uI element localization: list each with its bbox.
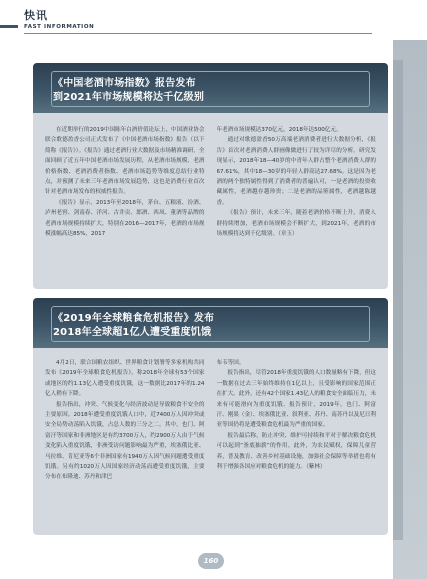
article-title-line-2: 2018年全球超1亿人遭受重度饥饿 — [53, 327, 212, 338]
article-title-banner — [33, 298, 388, 348]
article-column-right — [217, 125, 377, 283]
article-card-food-crisis — [33, 298, 388, 535]
article-title-line-1: 《2019年全球粮食危机报告》发布 — [53, 313, 215, 324]
paragraph: 报告指出，尽管2018年重度饥饿的人口数量略有下降，但这一数据在过去三年始终维持在1亿以上，且受影响的国家范围正在扩大。此外，还有42个国家1.43亿人的粮食安全面临压力，未来有可能滑向为重度饥饿。报告预计，2019年，也门、阿富汗、刚果（金）、埃塞俄比亚、叙利亚、苏丹、南苏丹以及尼日利亚等国仍将是遭受粮食危机最为严重的国家。 — [216, 370, 376, 429]
paragraph: 报告指出，冲突、气候变化与经济波动是导致粮食不安全的主要原因。2018年遭受重度饥饿人口中，近7400万人因冲突或安全局势动荡陷入饥饿，占总人数的三分之二。其中，也门、阿富汗等国家和非洲地区是有约3700万人，约2900万人由于气候变化陷入重度饥饿，非洲受访问题影响最为严重，埃塞俄比亚、马拉维、肯尼亚等6个非洲国家有1940万人因气候问题遭受重度饥饿。另有约1020万人因国家经济动荡而遭受重度饥饿，主要分布在布隆迪、苏丹和津巴 — [45, 401, 205, 481]
article-body — [45, 125, 376, 283]
section-title: 快讯 — [24, 9, 48, 22]
right-decorative-shadow — [393, 60, 403, 540]
paragraph: 《报告》显示，2013年至2018年，茅台、五粮液、汾酒、泸州老窖、剑南春、洋河、古井贡、郎酒、西凤、董酒等品牌的老酒市场规模持续扩大，特别在2016—2017年，老酒的市场规模涨幅高达85%，2017 — [45, 199, 205, 238]
paragraph: 4月2日，联合国粮农组织、世界粮食计划署等多家机构共同发布《2019年全球粮食危机报告》，称2018年全球有53个国家或地区的约1.13亿人遭受重度饥饿，这一数据比2017年的1.24亿人稍有下降。 — [45, 360, 205, 398]
paragraph: 《报告》预计，未来三年，随着老酒价格不断上升，消费人群持续增加，老酒市场规模会不断扩大，到2021年，老酒的市场规模将达到千亿级别。（章玉） — [216, 210, 376, 238]
section-subtitle: FAST INFORMATION — [24, 24, 95, 30]
paragraph: 通过对歌德盈香50万高端老酒消费者进行大数据分析，《报告》首次对老酒消费人群画像做进行了较为详尽的分析。研究发现显示，2018年18—40岁的中青年人群占整个老酒消费人群的67.61%，其中18—30岁的年轻人群高达27.68%。这是因为老酒的两个独特属性得到了消费者的普遍认可，一是老酒的投资收藏属性，老酒越存越珍贵；二是老酒的品鉴属性，老酒越陈越香。 — [216, 137, 376, 206]
article-column-left — [45, 125, 205, 283]
paragraph: 报告最后称，防止冲突、维护可持续和平对于解决粮食危机可以起到“釜底抽薪”的作用。此外，为农民赋权，保障儿童营养，普及教育、改善乡村基础设施，加强社会保障等举措也将有利于增强各国应对粮食危机的能力。（紫林） — [216, 432, 376, 471]
paragraph: 年老酒市场规模达370亿元，2018年达500亿元。 — [216, 127, 342, 133]
article-title-line-2: 到2021年市场规模将达千亿级别 — [53, 92, 205, 103]
article-body — [45, 358, 376, 528]
header-accent-tab — [0, 25, 18, 28]
paragraph: 布韦等国。 — [216, 360, 245, 366]
section-header — [24, 10, 94, 31]
article-card-liquor — [33, 63, 388, 289]
header-divider — [24, 33, 372, 34]
article-title-line-1: 《中国老酒市场指数》报告发布 — [53, 78, 196, 89]
paragraph: 在近期举行的2019中国陈年白酒价值论坛上，中国酒业协会联合歌德盈香公司正式发布了《中国老酒市场指数》报告（以下简称《报告》）。《报告》通过老酒行业大数据及市场精准调研，全面回顾了近五年中国老酒市场发展历程，从老酒市场规模、老酒价格指数、老酒消费者指数、老酒市场趋势等维度总结行业特点，并预测了未来三年老酒市场发展趋势，这也是消费行业首次针对老酒市场发布的权威性报告。 — [45, 127, 205, 196]
article-title-banner — [33, 63, 388, 113]
page-number: 160 — [198, 553, 224, 569]
article-column-right — [217, 358, 377, 528]
article-column-left — [45, 358, 205, 528]
